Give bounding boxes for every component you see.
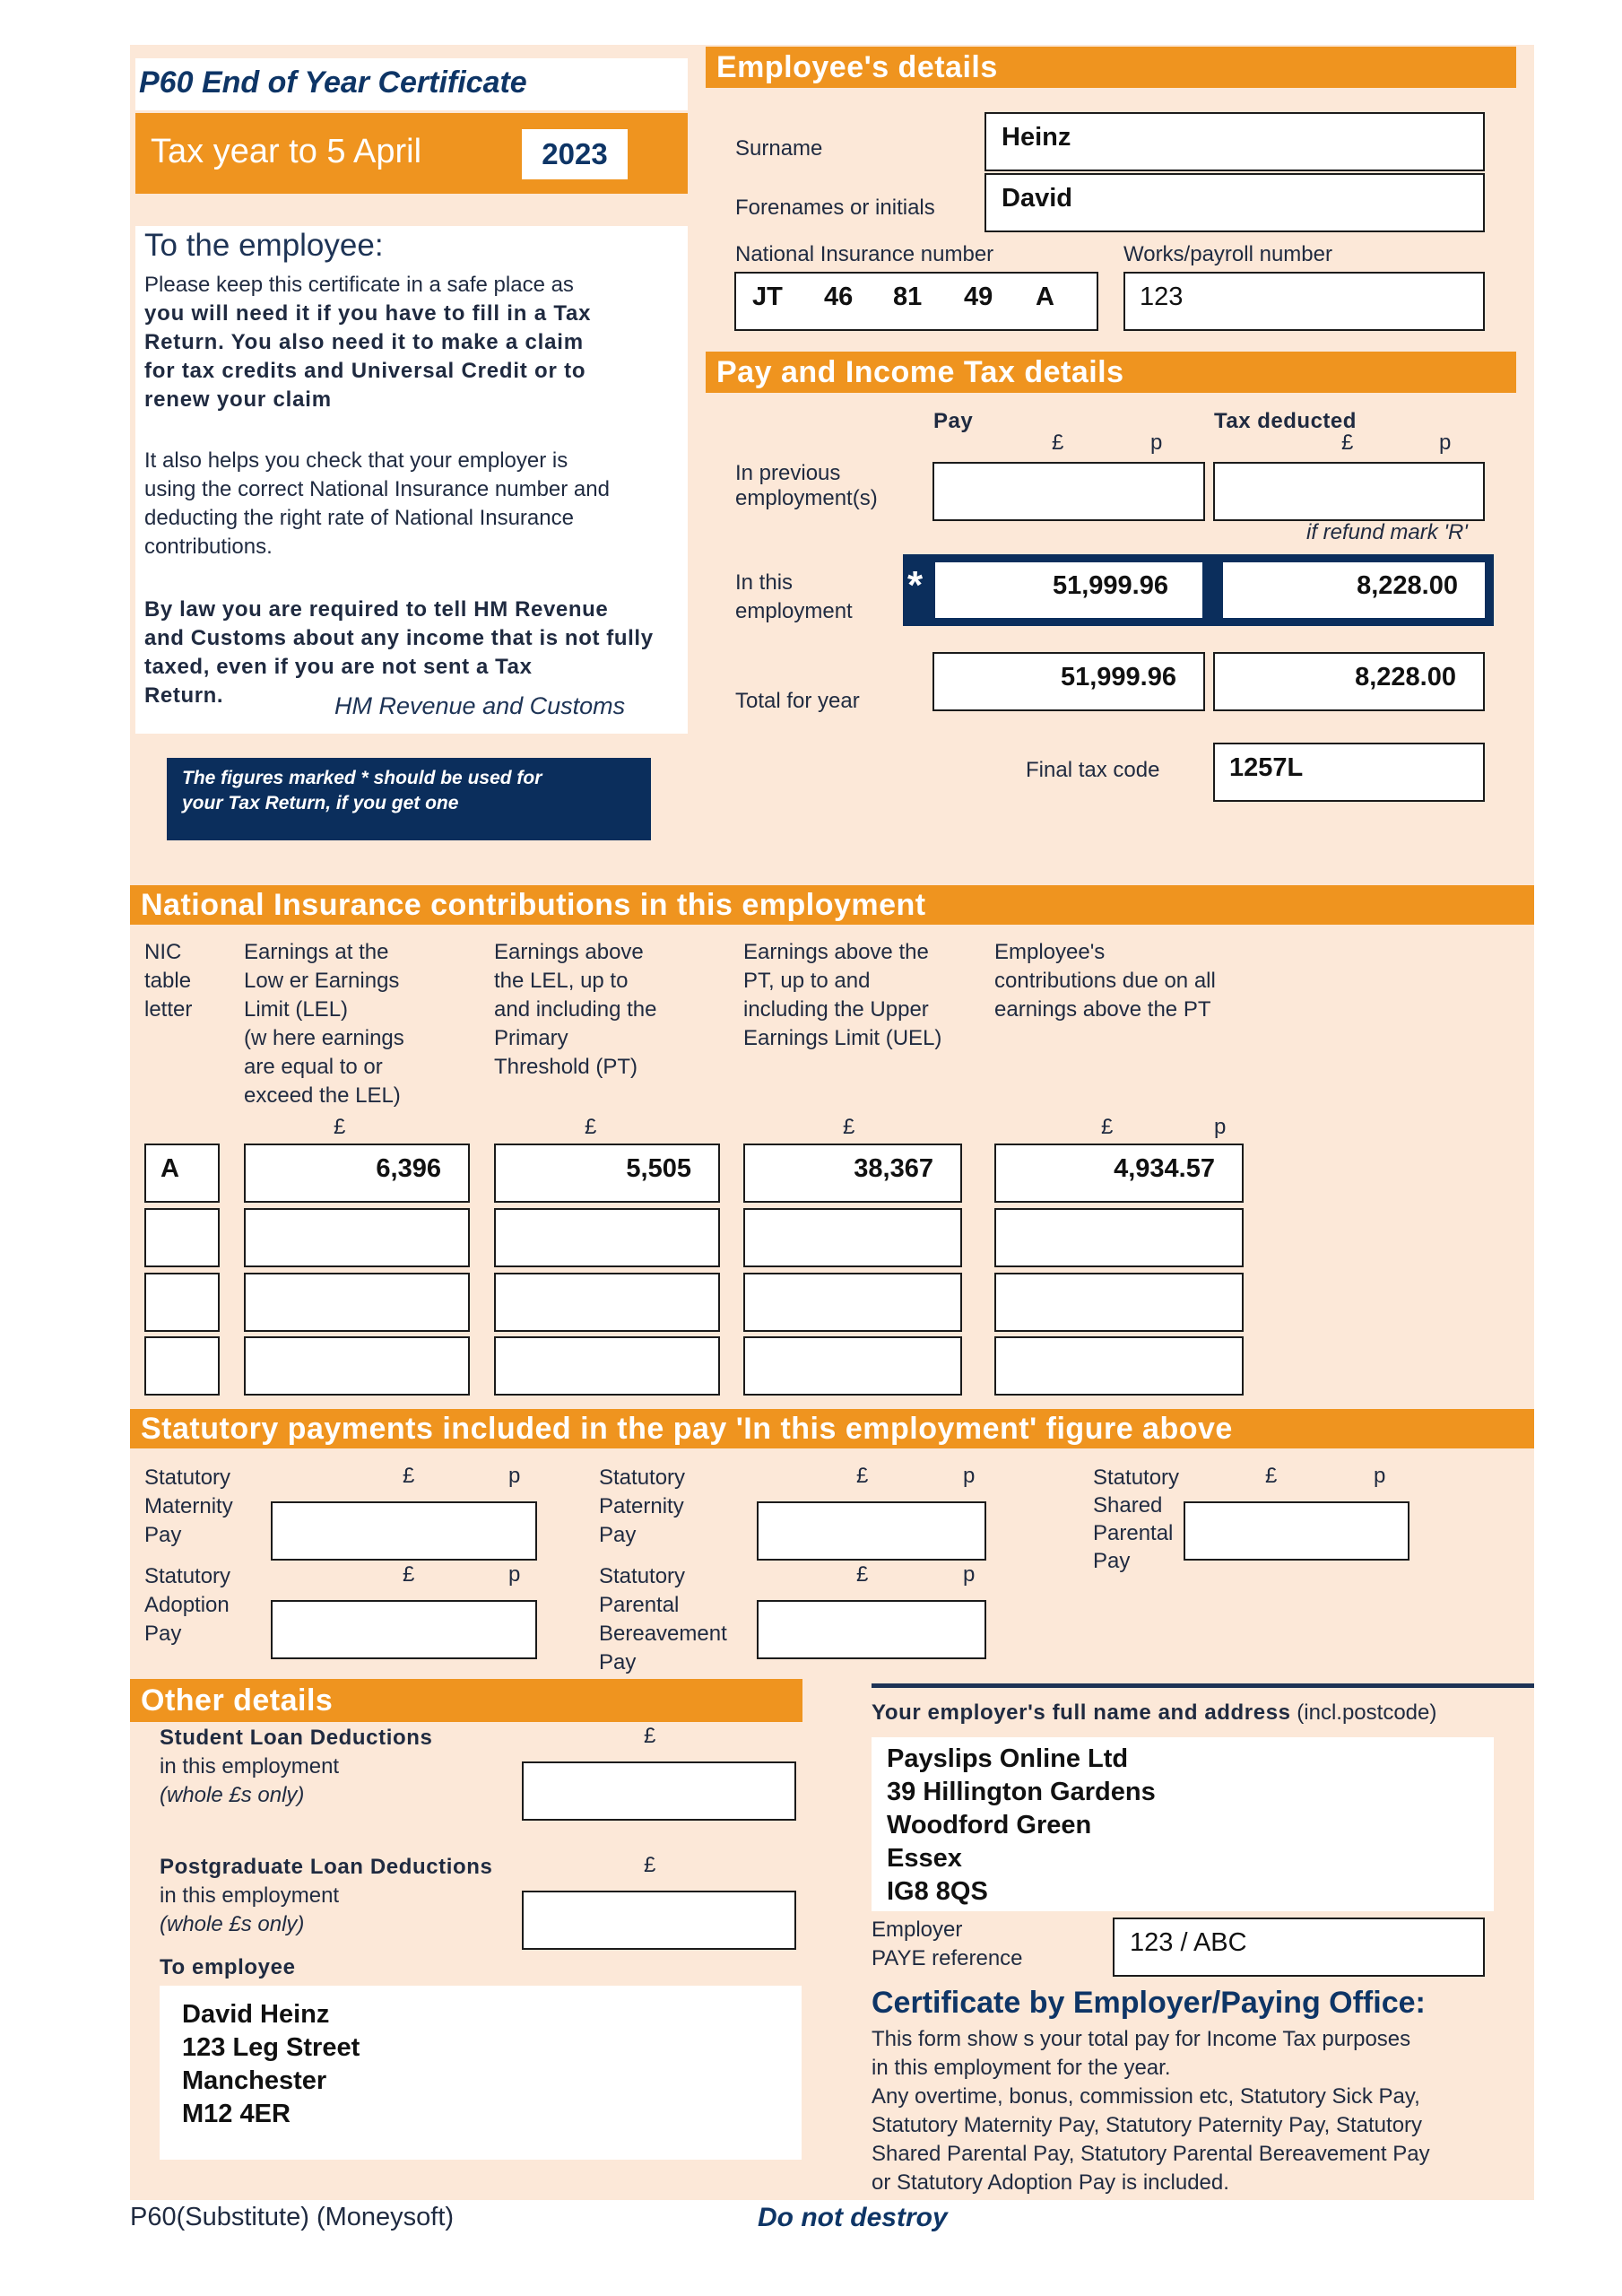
ni-col-pt-label: Earnings above the LEL, up to and including the Primary Threshold (PT) (494, 940, 657, 1079)
tax-year-value: 2023 (542, 137, 608, 170)
employee-address-box (160, 1986, 802, 2160)
other-details-header: Other details (130, 1679, 802, 1722)
tax-column-label: Tax deducted (1214, 409, 1357, 433)
ni-part-2: 46 (824, 283, 854, 311)
paternity-label: Statutory Paternity Pay (599, 1465, 686, 1547)
to-employee-para2: It also helps you check that your employer is using the correct National Insurance number and deducting the right rate of National Insurance contributions. (144, 448, 610, 559)
this-pay-value: 51,999.96 (1052, 571, 1168, 600)
payroll-field (1123, 272, 1485, 331)
paternity-pence: p (963, 1464, 976, 1488)
ni-col-letter-label: NIC table letter (144, 940, 193, 1022)
total-tax-field (1213, 652, 1485, 711)
student-loan-note: (whole £s only) (160, 1783, 305, 1807)
to-employee-panel (135, 226, 688, 734)
ni-row4-pt (494, 1336, 720, 1396)
maternity-label: Statutory Maternity Pay (144, 1465, 233, 1547)
ni-row3-lel (244, 1273, 470, 1332)
student-loan-pound: £ (644, 1724, 656, 1748)
ni-row1-contrib (994, 1144, 1244, 1203)
pay-tax-header: Pay and Income Tax details (706, 352, 1516, 393)
refund-mark-note: if refund mark 'R' (1306, 520, 1468, 544)
paye-field (1113, 1918, 1485, 1977)
shared-parental-label: Statutory Shared Parental Pay (1093, 1465, 1180, 1573)
to-employee-heading: To the employee: (144, 228, 384, 263)
tax-year-label: Tax year to 5 April (151, 133, 422, 170)
tax-return-note: The figures marked * should be used for your Tax Return, if you get one (182, 768, 542, 813)
postgrad-loan-pound: £ (644, 1853, 656, 1877)
adoption-pence: p (508, 1562, 521, 1587)
tax-return-note-box (167, 758, 651, 840)
ni-lel-pound: £ (334, 1115, 346, 1139)
ni-part-5: A (1036, 283, 1054, 311)
ni-header: National Insurance contributions in this employment (130, 885, 1534, 925)
ni-row2-uel (743, 1208, 962, 1267)
ni-part-1: JT (752, 283, 783, 311)
tax-pence-symbol: p (1439, 430, 1452, 455)
employer-address: Payslips Online Ltd 39 Hillington Gardens Woodford Green Essex IG8 8QS (887, 1744, 1156, 1906)
ni-row1-uel (743, 1144, 962, 1203)
total-pay-value: 51,999.96 (1060, 663, 1176, 691)
ni-row4-uel (743, 1336, 962, 1396)
student-loan-field (522, 1761, 796, 1821)
forenames-field (984, 173, 1485, 232)
ni-row4-letter (144, 1336, 220, 1396)
statutory-header: Statutory payments included in the pay 'In this employment' figure above (130, 1409, 1534, 1448)
student-loan-title: Student Loan Deductions (160, 1726, 433, 1750)
previous-tax-field (1213, 462, 1485, 521)
tax-year-bar (135, 113, 688, 194)
tax-code-label: Final tax code (1026, 758, 1160, 782)
footer-form-id: P60(Substitute) (Moneysoft) (130, 2203, 455, 2231)
pay-pound-symbol: £ (1052, 430, 1064, 455)
employer-name-label-rest: (incl.postcode) (1290, 1700, 1437, 1725)
postgrad-loan-field (522, 1891, 796, 1950)
tax-year-box (522, 129, 628, 179)
certificate-title: P60 End of Year Certificate (139, 65, 527, 100)
ni-row2-letter (144, 1208, 220, 1267)
hmrc-signature: HM Revenue and Customs (334, 692, 626, 719)
ni-row1-lel-value: 6,396 (376, 1154, 441, 1183)
this-tax-value: 8,228.00 (1357, 571, 1458, 600)
surname-field (984, 112, 1485, 171)
ni-row1-letter-value: A (160, 1154, 179, 1183)
tax-code-field (1213, 743, 1485, 802)
postgrad-loan-title: Postgraduate Loan Deductions (160, 1855, 493, 1879)
tax-pound-symbol: £ (1341, 430, 1354, 455)
bereavement-label: Statutory Parental Bereavement Pay (599, 1564, 727, 1674)
paternity-field (757, 1501, 986, 1561)
postgrad-loan-note: (whole £s only) (160, 1912, 305, 1936)
ni-col-lel-label: Earnings at the Low er Earnings Limit (LEL) (w here earnings are equal to or exceed the LEL) (244, 940, 404, 1108)
ni-row2-contrib (994, 1208, 1244, 1267)
this-tax-field (1223, 562, 1485, 618)
do-not-destroy: Do not destroy (758, 2203, 948, 2232)
ni-row4-lel (244, 1336, 470, 1396)
total-pay-field (932, 652, 1205, 711)
maternity-field (271, 1501, 537, 1561)
ni-row1-pt-value: 5,505 (626, 1154, 691, 1183)
ni-row3-contrib (994, 1273, 1244, 1332)
ni-uel-pound: £ (843, 1115, 855, 1139)
maternity-pence: p (508, 1464, 521, 1488)
employee-details-header: Employee's details (706, 47, 1516, 88)
ni-row1-letter (144, 1144, 220, 1203)
ni-col-uel-label: Earnings above the PT, up to and including the Upper Earnings Limit (UEL) (743, 940, 942, 1050)
payroll-value: 123 (1140, 283, 1184, 311)
total-tax-value: 8,228.00 (1355, 663, 1456, 691)
bereavement-field (757, 1600, 986, 1659)
bereavement-pence: p (963, 1562, 976, 1587)
ni-row3-uel (743, 1273, 962, 1332)
shared-pence: p (1374, 1464, 1386, 1488)
ni-col-contrib-label: Employee's contributions due on all earnings above the PT (994, 940, 1216, 1022)
ni-contrib-pound: £ (1101, 1115, 1114, 1139)
forenames-label: Forenames or initials (735, 196, 935, 220)
ni-part-4: 49 (964, 283, 993, 311)
certificate-heading: Certificate by Employer/Paying Office: (872, 1986, 1426, 2020)
pay-column-label: Pay (933, 409, 974, 433)
ni-row2-lel (244, 1208, 470, 1267)
to-employee-para3: By law you are required to tell HM Revenue and Customs about any income that is not fully taxed, even if you are not sent a Tax Return. (144, 597, 654, 708)
ni-row4-contrib (994, 1336, 1244, 1396)
surname-value: Heinz (1002, 123, 1071, 152)
ni-contrib-pence: p (1214, 1115, 1227, 1139)
ni-row1-lel (244, 1144, 470, 1203)
certificate-title-box (135, 58, 688, 110)
tax-code-value: 1257L (1229, 753, 1304, 782)
to-employee-para1-bold: you will need it if you have to fill in a Tax Return. You also need it to make a claim for tax credits and Universal Credit or to renew your claim (144, 301, 592, 412)
ni-row3-pt (494, 1273, 720, 1332)
ni-pt-pound: £ (585, 1115, 597, 1139)
ni-row1-uel-value: 38,367 (854, 1154, 933, 1183)
employer-name-label (872, 1699, 1436, 1727)
to-employee-address-label: To employee (160, 1955, 296, 1979)
maternity-pound: £ (403, 1464, 415, 1488)
ni-row2-pt (494, 1208, 720, 1267)
previous-employment-label: In previous employment(s) (735, 461, 878, 510)
employee-address: David Heinz 123 Leg Street Manchester M12 4ER (182, 2000, 360, 2128)
total-year-label: Total for year (735, 689, 860, 713)
employer-address-box (872, 1737, 1494, 1911)
employer-name-label-bold: Your employer's full name and address (872, 1700, 1291, 1725)
student-loan-sub: in this employment (160, 1754, 340, 1779)
certificate-text: This form show s your total pay for Income Tax purposes in this employment for the year. Any overtime, bonus, commission etc, Statutory Sick Pay, Statutory Maternity Pay, Statutory Paternity Pay, Statutory Shared Parental Pay, Statutory Parental Bereavement Pay or Statutory Adoption Pay is included. (872, 2027, 1430, 2195)
adoption-pound: £ (403, 1562, 415, 1587)
ni-number-field (734, 272, 1098, 331)
forenames-value: David (1002, 184, 1072, 213)
pay-pence-symbol: p (1150, 430, 1163, 455)
shared-pound: £ (1265, 1464, 1278, 1488)
ni-part-3: 81 (893, 283, 923, 311)
star-marker: * (907, 563, 924, 607)
paternity-pound: £ (856, 1464, 869, 1488)
postgrad-loan-sub: in this employment (160, 1883, 340, 1908)
bereavement-pound: £ (856, 1562, 869, 1587)
this-employment-label: In this employment (735, 570, 853, 623)
payroll-label: Works/payroll number (1123, 242, 1332, 266)
ni-row1-contrib-value: 4,934.57 (1114, 1154, 1215, 1183)
adoption-field (271, 1600, 537, 1659)
shared-parental-field (1184, 1501, 1409, 1561)
previous-pay-field (932, 462, 1205, 521)
to-employee-para1-line1: Please keep this certificate in a safe place as (144, 273, 574, 297)
ni-row3-letter (144, 1273, 220, 1332)
ni-row1-pt (494, 1144, 720, 1203)
employer-divider (872, 1683, 1534, 1688)
surname-label: Surname (735, 136, 823, 161)
ni-number-label: National Insurance number (735, 242, 994, 266)
paye-value: 123 / ABC (1130, 1928, 1247, 1957)
adoption-label: Statutory Adoption Pay (144, 1564, 231, 1646)
this-pay-field (935, 562, 1202, 618)
paye-label: Employer PAYE reference (872, 1918, 1023, 1970)
